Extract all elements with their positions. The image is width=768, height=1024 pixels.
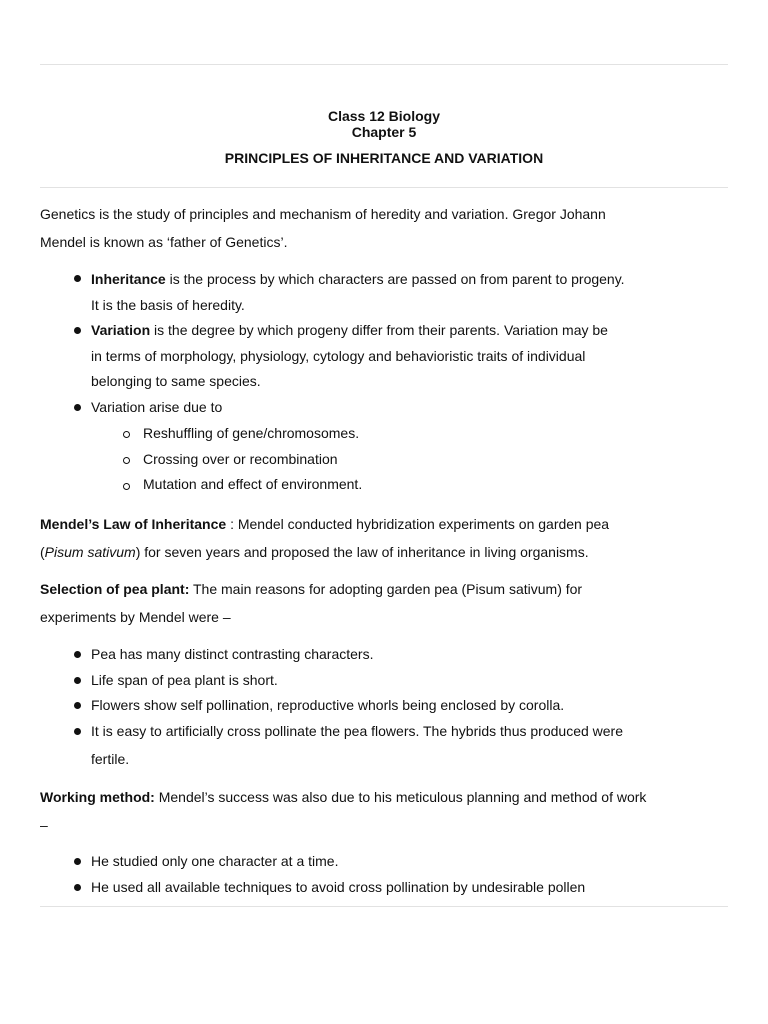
bullet-icon	[74, 884, 81, 891]
working-point: He used all available techniques to avoid cross pollination by undesirable pollen	[91, 879, 586, 895]
sub-bullet-icon	[123, 457, 130, 464]
class-heading: Class 12 Biology	[327, 108, 441, 124]
list-item-inheritance	[91, 266, 691, 292]
sub-bullet-icon	[123, 431, 130, 438]
working-line-2: –	[40, 817, 48, 833]
list-item-variation	[91, 317, 691, 343]
selection-text: The main reasons for adopting garden pea (Pisum sativum) for	[189, 581, 583, 597]
variation-definition: is the degree by which progeny differ from their parents. Variation may be	[150, 322, 608, 338]
mendel-law-line-2	[40, 538, 720, 566]
intro-line-1: Genetics is the study of principles and mechanism of heredity and variation. Gregor Johann	[40, 206, 606, 222]
reason-item: Life span of pea plant is short.	[91, 672, 278, 688]
header-divider	[40, 187, 728, 188]
page-title: PRINCIPLES OF INHERITANCE AND VARIATION	[224, 150, 544, 166]
selection-line-2: experiments by Mendel were –	[40, 609, 231, 625]
selection-line-1	[40, 575, 720, 603]
top-divider	[40, 64, 728, 65]
reason-item: Flowers show self pollination, reproductive whorls being enclosed by corolla.	[91, 697, 565, 713]
sub-bullet-icon	[123, 483, 130, 490]
variation-line-2: in terms of morphology, physiology, cytology and behavioristic traits of individual	[91, 348, 586, 364]
working-line-1	[40, 783, 720, 811]
species-name: Pisum sativum	[44, 544, 136, 560]
sub-item-mutation: Mutation and effect of environment.	[143, 476, 363, 492]
inheritance-line-2: It is the basis of heredity.	[91, 297, 245, 313]
list-item-variation-causes: Variation arise due to	[91, 399, 223, 415]
bullet-icon	[74, 702, 81, 709]
bottom-divider	[40, 906, 728, 907]
intro-line-2: Mendel is known as ‘father of Genetics’.	[40, 234, 288, 250]
working-text: Mendel’s success was also due to his meticulous planning and method of work	[154, 789, 647, 805]
mendel-law-line-1	[40, 510, 720, 538]
mendel-law-heading: Mendel’s Law of Inheritance	[40, 516, 227, 532]
chapter-heading: Chapter 5	[351, 124, 417, 140]
bullet-icon	[74, 275, 81, 282]
mendel-law-text: : Mendel conducted hybridization experiments on garden pea	[226, 516, 610, 532]
working-heading: Working method:	[40, 789, 155, 805]
term-variation: Variation	[91, 322, 151, 338]
bullet-icon	[74, 404, 81, 411]
open-paren: (	[40, 544, 45, 560]
mendel-law-text-2: ) for seven years and proposed the law of inheritance in living organisms.	[135, 544, 589, 560]
bullet-icon	[74, 327, 81, 334]
reason-item: It is easy to artificially cross pollinate the pea flowers. The hybrids thus produced were	[91, 723, 623, 739]
reason-item: Pea has many distinct contrasting characters.	[91, 646, 374, 662]
document-page	[40, 0, 728, 1024]
inheritance-definition: is the process by which characters are passed on from parent to progeny.	[165, 271, 625, 287]
sub-item-reshuffling: Reshuffling of gene/chromosomes.	[143, 425, 360, 441]
term-inheritance: Inheritance	[91, 271, 166, 287]
working-point: He studied only one character at a time.	[91, 853, 339, 869]
reason-item-continuation: fertile.	[91, 751, 130, 767]
bullet-icon	[74, 677, 81, 684]
bullet-icon	[74, 728, 81, 735]
sub-item-crossing-over: Crossing over or recombination	[143, 451, 338, 467]
bullet-icon	[74, 858, 81, 865]
variation-line-3: belonging to same species.	[91, 373, 261, 389]
selection-heading: Selection of pea plant:	[40, 581, 190, 597]
bullet-icon	[74, 651, 81, 658]
